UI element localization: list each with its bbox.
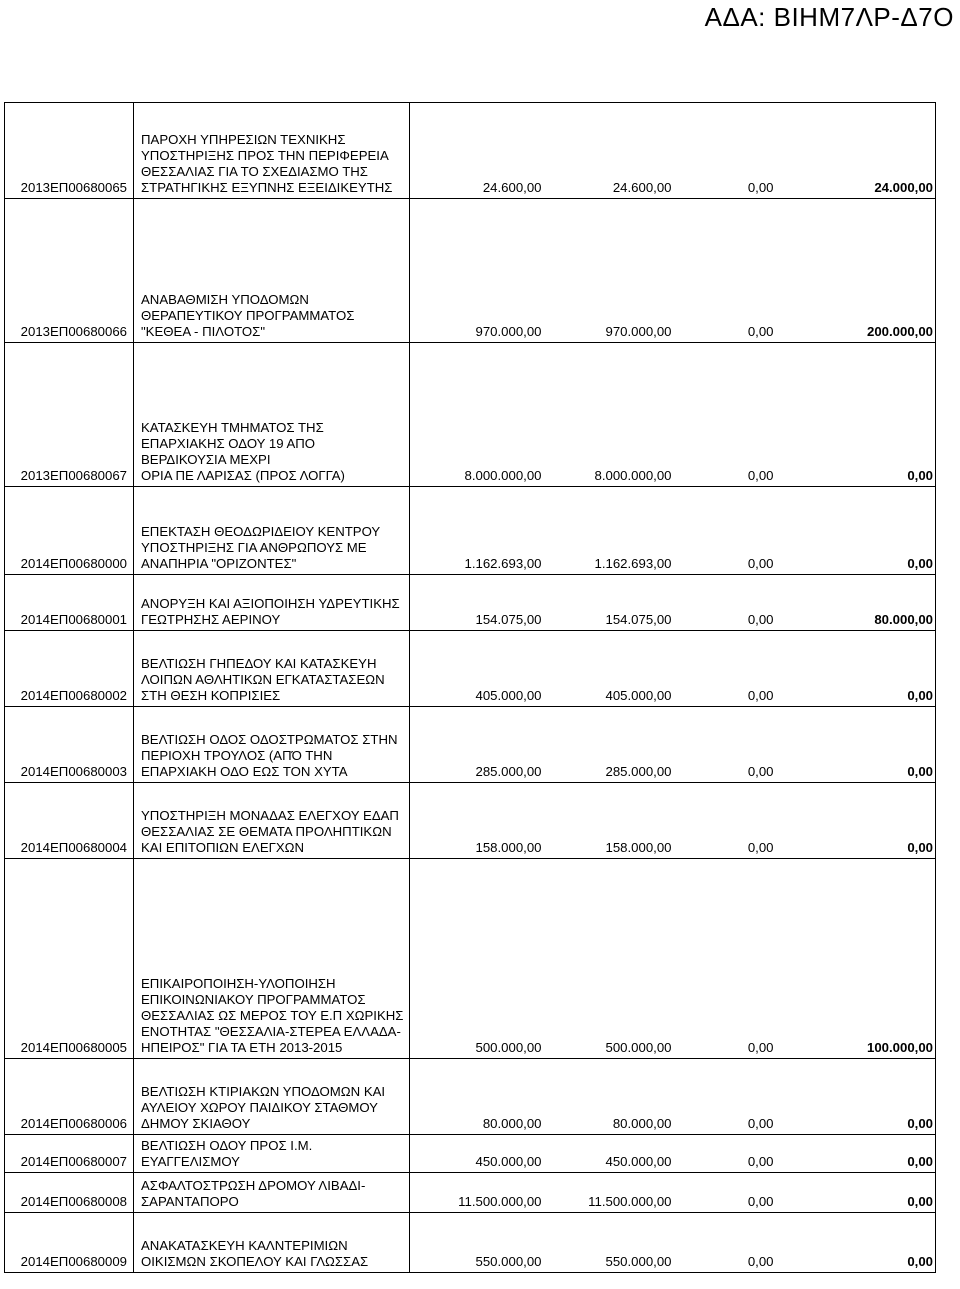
amount-credit: 0,00	[776, 1173, 936, 1213]
table-row	[5, 1173, 936, 1213]
project-description: ΑΣΦΑΛΤΟΣΤΡΩΣΗ ΔΡΟΜΟΥ ΛΙΒΑΔΙ- ΣΑΡΑΝΤΑΠΟΡΟ	[134, 1173, 410, 1213]
amount-total: 550.000,00	[410, 1213, 544, 1273]
project-code: 2014ΕΠ00680006	[5, 1059, 134, 1135]
amount-approved: 154.075,00	[544, 575, 674, 631]
project-description: ΑΝΑΒΑΘΜΙΣΗ ΥΠΟΔΟΜΩΝ ΘΕΡΑΠΕΥΤΙΚΟΥ ΠΡΟΓΡΑΜΜΑΤΟΣ "ΚΕΘΕΑ - ΠΙΛΟΤΟΣ"	[134, 199, 410, 343]
amount-total: 24.600,00	[410, 103, 544, 199]
amount-credit: 24.000,00	[776, 103, 936, 199]
amount-paid: 0,00	[674, 631, 776, 707]
project-code: 2014ΕΠ00680003	[5, 707, 134, 783]
amount-credit: 0,00	[776, 343, 936, 487]
amount-credit: 200.000,00	[776, 199, 936, 343]
amount-paid: 0,00	[674, 103, 776, 199]
amount-paid: 0,00	[674, 487, 776, 575]
amount-credit: 0,00	[776, 631, 936, 707]
amount-total: 8.000.000,00	[410, 343, 544, 487]
amount-approved: 285.000,00	[544, 707, 674, 783]
amount-approved: 158.000,00	[544, 783, 674, 859]
amount-credit: 0,00	[776, 783, 936, 859]
amount-total: 158.000,00	[410, 783, 544, 859]
project-description: ΠΑΡΟΧΗ ΥΠΗΡΕΣΙΩΝ ΤΕΧΝΙΚΗΣ ΥΠΟΣΤΗΡΙΞΗΣ ΠΡΟΣ ΤΗΝ ΠΕΡΙΦΕΡΕΙΑ ΘΕΣΣΑΛΙΑΣ ΓΙΑ ΤΟ ΣΧΕΔΙΑΣΜΟ ΤΗΣ ΣΤΡΑΤΗΓΙΚΗΣ ΕΞΥΠΝΗΣ ΕΞΕΙΔΙΚΕΥΤΗΣ	[134, 103, 410, 199]
amount-total: 450.000,00	[410, 1135, 544, 1173]
amount-paid: 0,00	[674, 707, 776, 783]
table-row	[5, 1213, 936, 1273]
table-row	[5, 707, 936, 783]
amount-credit: 0,00	[776, 707, 936, 783]
amount-paid: 0,00	[674, 1059, 776, 1135]
amount-total: 500.000,00	[410, 859, 544, 1059]
project-description: ΒΕΛΤΙΩΣΗ ΟΔΟΣ ΟΔΟΣΤΡΩΜΑΤΟΣ ΣΤΗΝ ΠΕΡΙΟΧΗ ΤΡΟΥΛΟΣ (ΑΠΌ ΤΗΝ ΕΠΑΡΧΙΑΚΗ ΟΔΟ ΕΩΣ ΤΟΝ ΧΥΤΑ	[134, 707, 410, 783]
project-description: ΑΝΟΡΥΞΗ ΚΑΙ ΑΞΙΟΠΟΙΗΣΗ ΥΔΡΕΥΤΙΚΗΣ ΓΕΩΤΡΗΣΗΣ ΑΕΡΙΝΟΥ	[134, 575, 410, 631]
table-row	[5, 487, 936, 575]
amount-approved: 450.000,00	[544, 1135, 674, 1173]
table-row	[5, 343, 936, 487]
budget-table	[4, 102, 936, 1273]
amount-paid: 0,00	[674, 199, 776, 343]
project-code: 2014ΕΠ00680009	[5, 1213, 134, 1273]
table-row	[5, 199, 936, 343]
table-row	[5, 103, 936, 199]
project-code: 2014ΕΠ00680002	[5, 631, 134, 707]
ada-identifier: ΑΔΑ: ΒΙΗΜ7ΛΡ-Δ7Ο	[704, 2, 954, 32]
project-code: 2014ΕΠ00680007	[5, 1135, 134, 1173]
amount-approved: 1.162.693,00	[544, 487, 674, 575]
project-code: 2013ΕΠ00680065	[5, 103, 134, 199]
project-description: ΕΠΙΚΑΙΡΟΠΟΙΗΣΗ-ΥΛΟΠΟΙΗΣΗ ΕΠΙΚΟΙΝΩΝΙΑΚΟΥ ΠΡΟΓΡΑΜΜΑΤΟΣ ΘΕΣΣΑΛΙΑΣ ΩΣ ΜΕΡΟΣ ΤΟΥ Ε.Π ΧΩΡΙΚΗΣ ΕΝΟΤΗΤΑΣ "ΘΕΣΣΑΛΙΑ-ΣΤΕΡΕΑ ΕΛΛΑΔΑ- ΗΠΕΙΡΟΣ" ΓΙΑ ΤΑ ΕΤΗ 2013-2015	[134, 859, 410, 1059]
project-code: 2014ΕΠ00680004	[5, 783, 134, 859]
amount-credit: 100.000,00	[776, 859, 936, 1059]
table-row	[5, 575, 936, 631]
table-row	[5, 1135, 936, 1173]
project-description: ΒΕΛΤΙΩΣΗ ΟΔΟΥ ΠΡΟΣ Ι.Μ. ΕΥΑΓΓΕΛΙΣΜΟΥ	[134, 1135, 410, 1173]
amount-approved: 970.000,00	[544, 199, 674, 343]
amount-credit: 0,00	[776, 487, 936, 575]
amount-approved: 550.000,00	[544, 1213, 674, 1273]
amount-approved: 11.500.000,00	[544, 1173, 674, 1213]
amount-total: 285.000,00	[410, 707, 544, 783]
amount-total: 11.500.000,00	[410, 1173, 544, 1213]
amount-credit: 0,00	[776, 1059, 936, 1135]
project-description: ΑΝΑΚΑΤΑΣΚΕΥΗ ΚΑΛΝΤΕΡΙΜΙΩΝ ΟΙΚΙΣΜΩΝ ΣΚΟΠΕΛΟΥ ΚΑΙ ΓΛΩΣΣΑΣ	[134, 1213, 410, 1273]
table-body	[5, 103, 936, 1273]
project-description: ΥΠΟΣΤΗΡΙΞΗ ΜΟΝΑΔΑΣ ΕΛΕΓΧΟΥ ΕΔΑΠ ΘΕΣΣΑΛΙΑΣ ΣΕ ΘΕΜΑΤΑ ΠΡΟΛΗΠΤΙΚΩΝ ΚΑΙ ΕΠΙΤΟΠΙΩΝ ΕΛΕΓΧΩΝ	[134, 783, 410, 859]
amount-approved: 8.000.000,00	[544, 343, 674, 487]
table-row	[5, 631, 936, 707]
amount-total: 1.162.693,00	[410, 487, 544, 575]
amount-credit: 0,00	[776, 1135, 936, 1173]
amount-paid: 0,00	[674, 859, 776, 1059]
amount-total: 405.000,00	[410, 631, 544, 707]
amount-paid: 0,00	[674, 1173, 776, 1213]
amount-approved: 405.000,00	[544, 631, 674, 707]
amount-credit: 80.000,00	[776, 575, 936, 631]
project-code: 2013ΕΠ00680067	[5, 343, 134, 487]
project-description: ΕΠΕΚΤΑΣΗ ΘΕΟΔΩΡΙΔΕΙΟΥ ΚΕΝΤΡΟΥ ΥΠΟΣΤΗΡΙΞΗΣ ΓΙΑ ΑΝΘΡΩΠΟΥΣ ΜΕ ΑΝΑΠΗΡΙΑ "ΟΡΙΖΟΝΤΕΣ"	[134, 487, 410, 575]
amount-total: 970.000,00	[410, 199, 544, 343]
amount-credit: 0,00	[776, 1213, 936, 1273]
amount-paid: 0,00	[674, 1135, 776, 1173]
project-description: ΒΕΛΤΙΩΣΗ ΚΤΙΡΙΑΚΩΝ ΥΠΟΔΟΜΩΝ ΚΑΙ ΑΥΛΕΙΟΥ ΧΩΡΟΥ ΠΑΙΔΙΚΟΥ ΣΤΑΘΜΟΥ ΔΗΜΟΥ ΣΚΙΑΘΟΥ	[134, 1059, 410, 1135]
table-row	[5, 783, 936, 859]
table-row	[5, 1059, 936, 1135]
amount-paid: 0,00	[674, 783, 776, 859]
project-code: 2014ΕΠ00680005	[5, 859, 134, 1059]
project-code: 2014ΕΠ00680000	[5, 487, 134, 575]
project-description: ΒΕΛΤΙΩΣΗ ΓΗΠΕΔΟΥ ΚΑΙ ΚΑΤΑΣΚΕΥΗ ΛΟΙΠΩΝ ΑΘΛΗΤΙΚΩΝ ΕΓΚΑΤΑΣΤΑΣΕΩΝ ΣΤΗ ΘΕΣΗ ΚΟΠΡΙΣΙΕΣ	[134, 631, 410, 707]
amount-approved: 80.000,00	[544, 1059, 674, 1135]
amount-paid: 0,00	[674, 1213, 776, 1273]
amount-total: 154.075,00	[410, 575, 544, 631]
amount-total: 80.000,00	[410, 1059, 544, 1135]
table-row	[5, 859, 936, 1059]
amount-approved: 500.000,00	[544, 859, 674, 1059]
amount-paid: 0,00	[674, 343, 776, 487]
amount-paid: 0,00	[674, 575, 776, 631]
project-code: 2014ΕΠ00680001	[5, 575, 134, 631]
project-description: ΚΑΤΑΣΚΕΥΗ ΤΜΗΜΑΤΟΣ ΤΗΣ ΕΠΑΡΧΙΑΚΗΣ ΟΔΟΥ 19 ΑΠΟ ΒΕΡΔΙΚΟΥΣΙΑ ΜΕΧΡΙ ΟΡΙΑ ΠΕ ΛΑΡΙΣΑΣ (ΠΡΟΣ ΛΟΓΓΑ)	[134, 343, 410, 487]
amount-approved: 24.600,00	[544, 103, 674, 199]
project-code: 2014ΕΠ00680008	[5, 1173, 134, 1213]
project-code: 2013ΕΠ00680066	[5, 199, 134, 343]
